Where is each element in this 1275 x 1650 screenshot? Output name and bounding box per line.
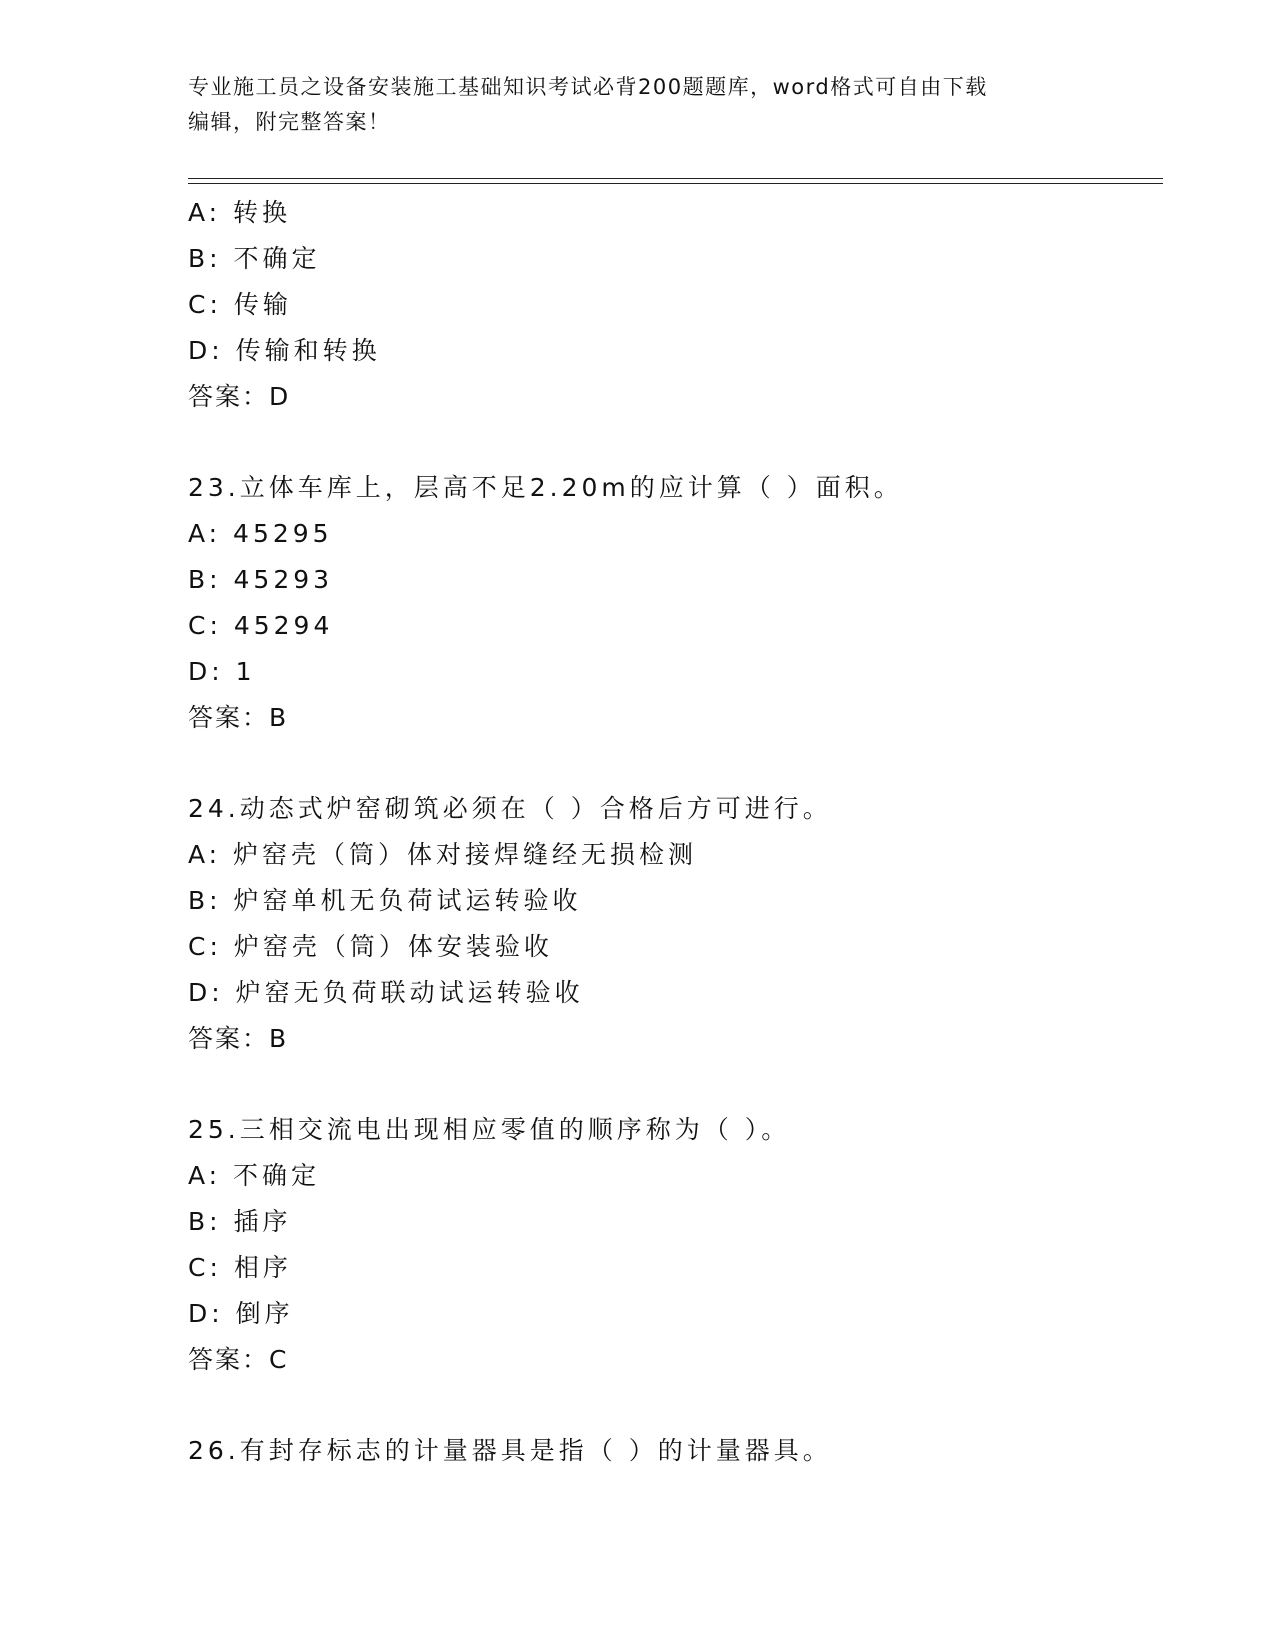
option-b: B: 炉窑单机无负荷试运转验收 xyxy=(188,886,582,915)
question-block-22 xyxy=(188,190,1163,420)
question-text: 25.三相交流电出现相应零值的顺序称为（ ）。 xyxy=(188,1115,791,1144)
question-block-24 xyxy=(188,786,1163,1062)
option-d: D: 传输和转换 xyxy=(188,336,381,365)
question-block-25 xyxy=(188,1107,1163,1383)
header-divider-top xyxy=(188,178,1163,179)
header-title-line-1: 专业施工员之设备安装施工基础知识考试必背200题题库，word格式可自由下载 xyxy=(188,75,988,99)
answer-line: 答案：B xyxy=(188,703,289,732)
option-b: B: 不确定 xyxy=(188,244,321,273)
header-title-line-2: 编辑，附完整答案！ xyxy=(188,110,391,134)
option-c: C: 相序 xyxy=(188,1253,292,1282)
answer-line: 答案：C xyxy=(188,1345,289,1374)
question-block-23 xyxy=(188,465,1163,741)
option-d: D: 炉窑无负荷联动试运转验收 xyxy=(188,978,584,1007)
option-d: D: 1 xyxy=(188,657,256,686)
option-c: C: 传输 xyxy=(188,290,292,319)
answer-line: 答案：D xyxy=(188,382,291,411)
question-block-26 xyxy=(188,1428,1163,1474)
question-text: 23.立体车库上，层高不足2.20m的应计算（ ）面积。 xyxy=(188,473,903,502)
document-header xyxy=(188,70,1088,140)
option-d: D: 倒序 xyxy=(188,1299,294,1328)
option-c: C: 45294 xyxy=(188,611,334,640)
option-b: B: 插序 xyxy=(188,1207,292,1236)
question-text: 24.动态式炉窑砌筑必须在（ ）合格后方可进行。 xyxy=(188,794,832,823)
option-a: A: 炉窑壳（筒）体对接焊缝经无损检测 xyxy=(188,840,698,869)
option-a: A: 转换 xyxy=(188,198,292,227)
answer-line: 答案：B xyxy=(188,1024,289,1053)
option-b: B: 45293 xyxy=(188,565,334,594)
question-list xyxy=(188,190,1163,1474)
option-c: C: 炉窑壳（筒）体安装验收 xyxy=(188,932,553,961)
option-a: A: 45295 xyxy=(188,519,333,548)
question-text: 26.有封存标志的计量器具是指（ ）的计量器具。 xyxy=(188,1436,832,1465)
header-divider-bottom xyxy=(188,183,1163,184)
option-a: A: 不确定 xyxy=(188,1161,321,1190)
